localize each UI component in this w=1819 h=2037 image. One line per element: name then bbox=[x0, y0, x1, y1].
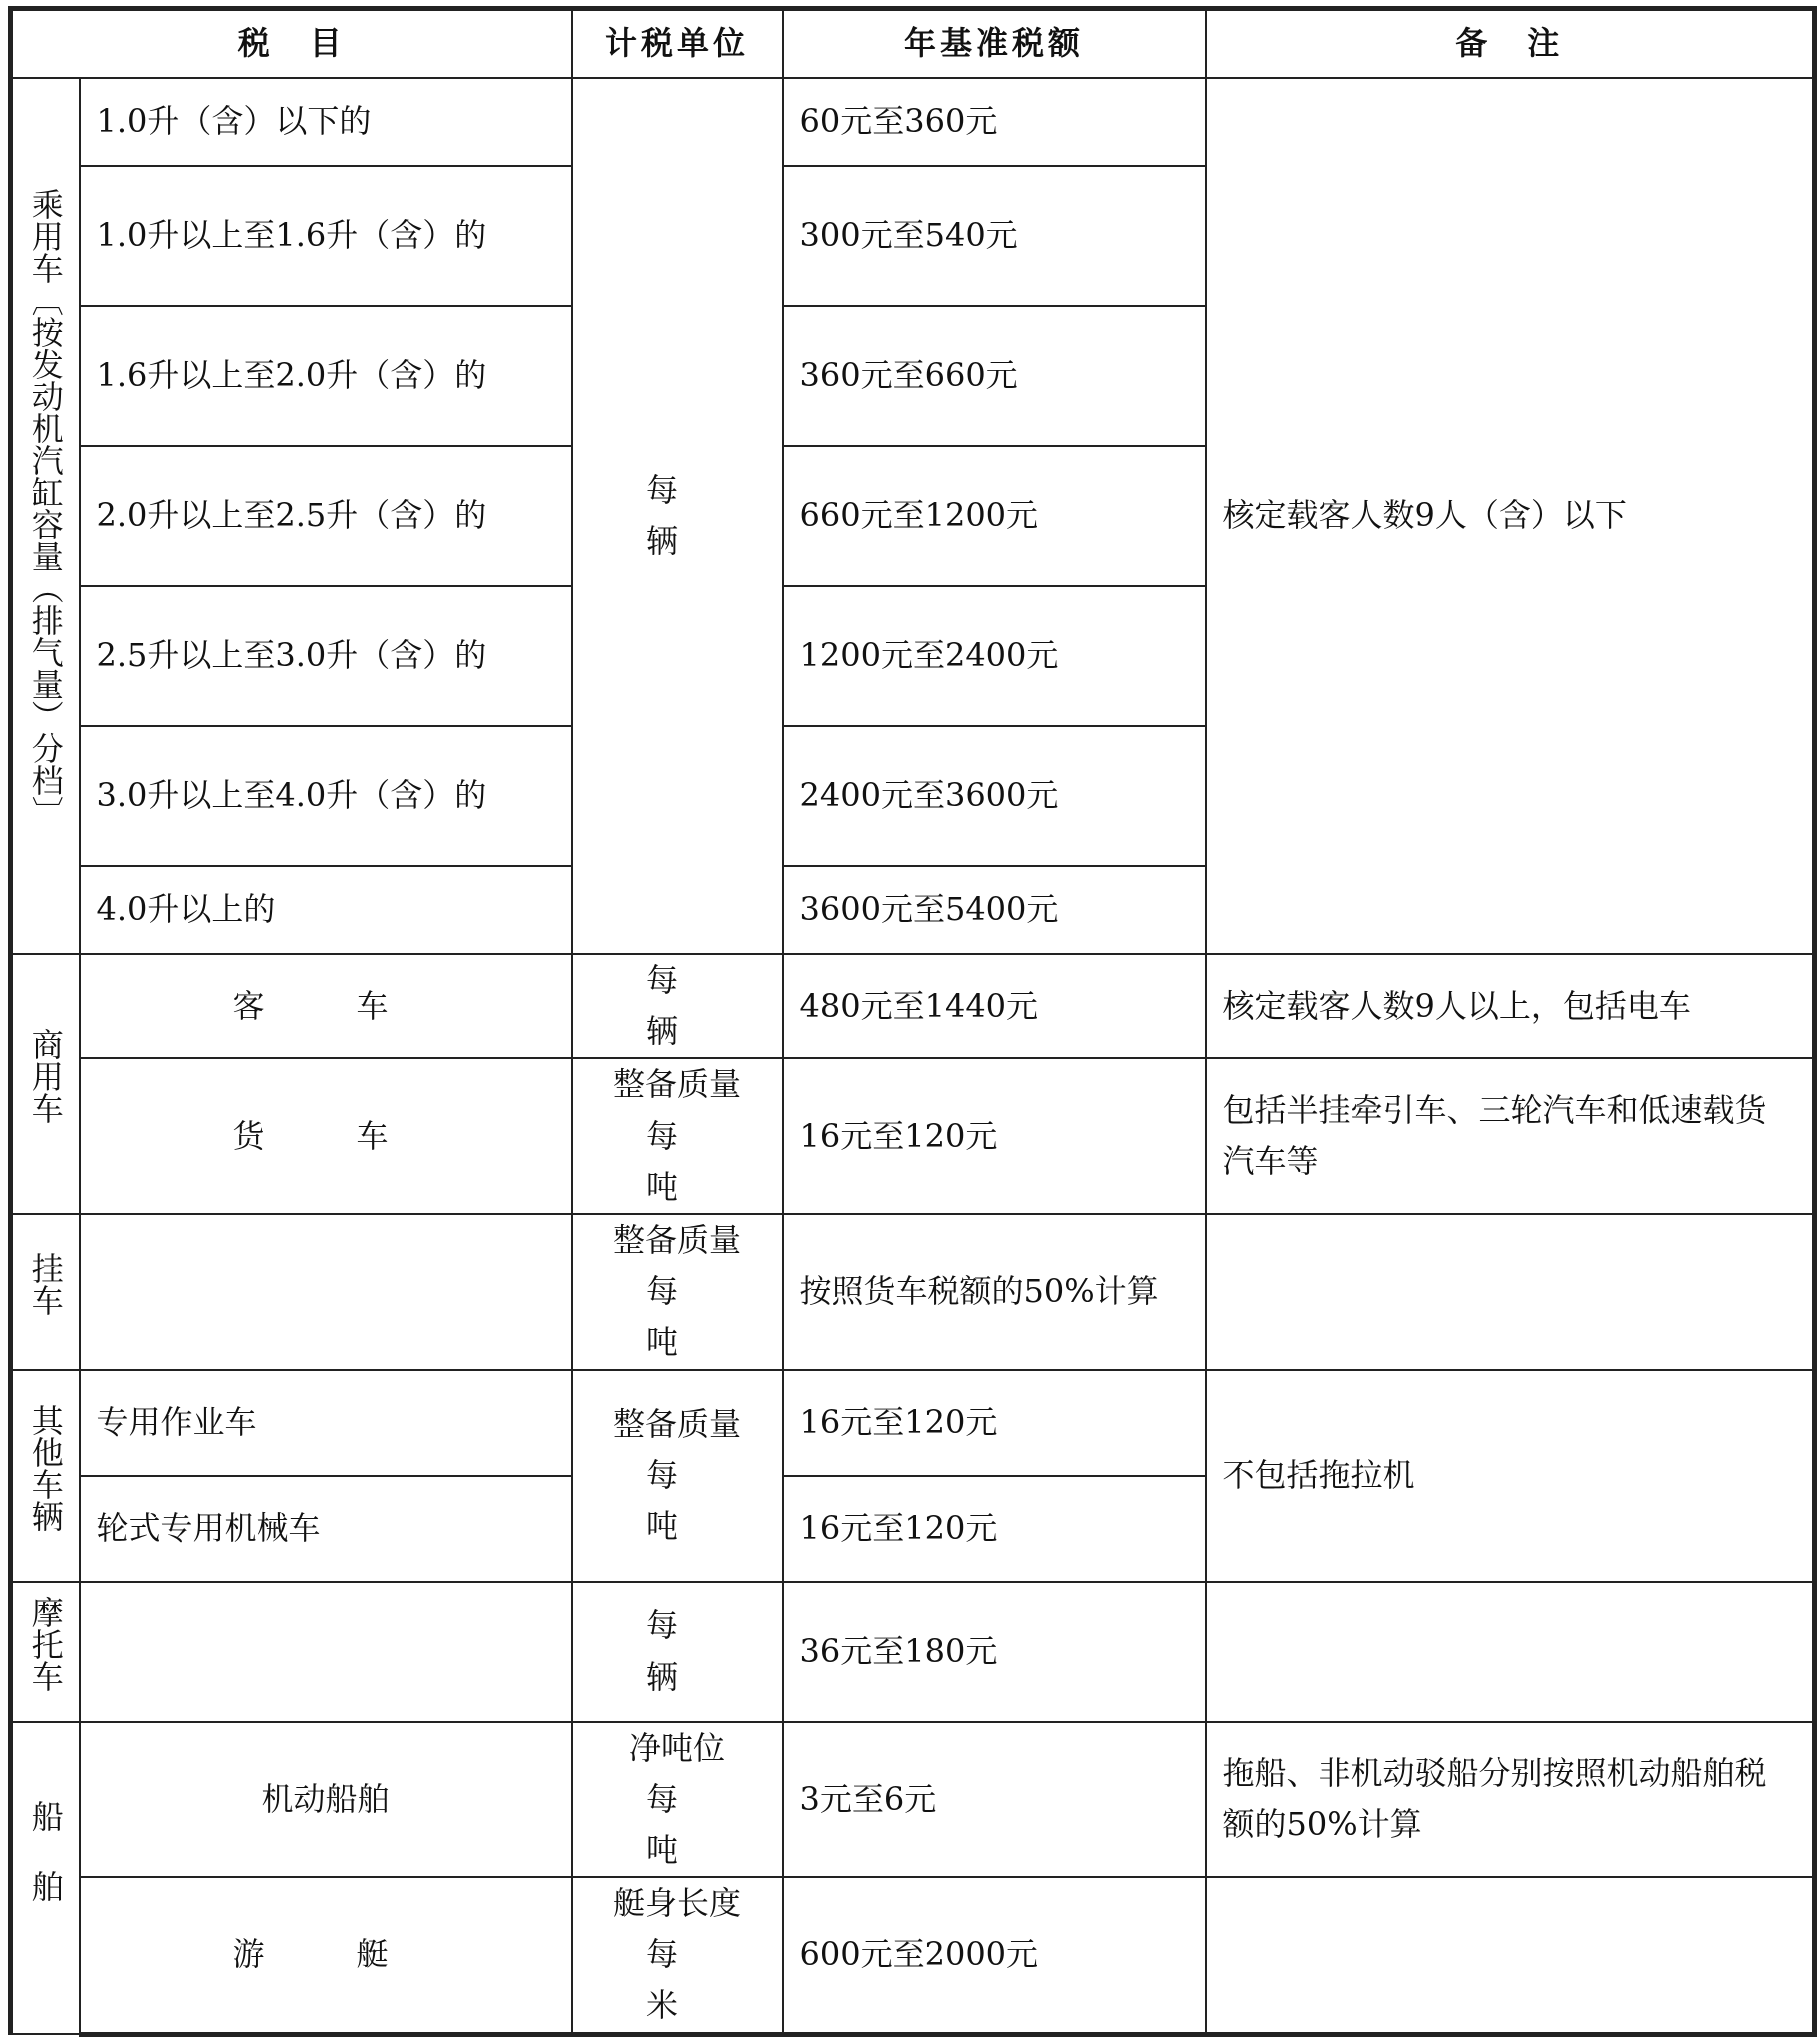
table-row bbox=[11, 1058, 1815, 1214]
item-cell bbox=[80, 1582, 572, 1722]
rate-cell: 16元至120元 bbox=[783, 1476, 1206, 1582]
category-trailer-label: 挂车 bbox=[26, 1252, 65, 1317]
item-cell: 专用作业车 bbox=[80, 1370, 572, 1476]
unit-line-1: 艇身长度 bbox=[613, 1884, 742, 1923]
header-rate: 年基准税额 bbox=[783, 9, 1206, 79]
unit-cell bbox=[572, 1877, 783, 2034]
rate-cell: 2400元至3600元 bbox=[783, 726, 1206, 866]
table-row bbox=[11, 954, 1815, 1058]
category-ship bbox=[11, 1722, 80, 2035]
category-passenger-label: 乘用车〔按发动机汽缸容量（排气量）分档〕 bbox=[26, 188, 65, 829]
item-cell: 2.0升以上至2.5升（含）的 bbox=[80, 446, 572, 586]
item-cell: 2.5升以上至3.0升（含）的 bbox=[80, 586, 572, 726]
note-cell: 核定载客人数9人（含）以下 bbox=[1206, 78, 1815, 954]
unit-cell bbox=[572, 1722, 783, 1878]
table-row bbox=[11, 1370, 1815, 1476]
note-cell bbox=[1206, 1214, 1815, 1370]
unit-line-2: 每 米 bbox=[646, 1935, 771, 2025]
header-note: 备 注 bbox=[1206, 9, 1815, 79]
unit-line-2: 每 吨 bbox=[646, 1455, 771, 1546]
table-row bbox=[11, 1877, 1815, 2034]
rate-cell: 1200元至2400元 bbox=[783, 586, 1206, 726]
table-row bbox=[11, 1214, 1815, 1370]
unit-label: 每 辆 bbox=[646, 470, 771, 560]
unit-cell bbox=[572, 1214, 783, 1370]
category-motorcycle bbox=[11, 1582, 80, 1722]
unit-cell bbox=[572, 954, 783, 1058]
rate-cell: 36元至180元 bbox=[783, 1582, 1206, 1722]
category-commercial bbox=[11, 954, 80, 1214]
unit-line-2: 每 吨 bbox=[646, 1779, 771, 1869]
rate-cell: 360元至660元 bbox=[783, 306, 1206, 446]
table-row bbox=[11, 78, 1815, 166]
category-motorcycle-label: 摩托车 bbox=[26, 1595, 65, 1692]
item-cell bbox=[80, 954, 572, 1058]
rate-cell: 16元至120元 bbox=[783, 1058, 1206, 1214]
item-cell: 1.0升（含）以下的 bbox=[80, 78, 572, 166]
header-item: 税 目 bbox=[11, 9, 572, 79]
unit-cell bbox=[572, 1582, 783, 1722]
rate-cell: 3元至6元 bbox=[783, 1722, 1206, 1878]
item-cell bbox=[80, 1058, 572, 1214]
unit-line-1: 净吨位 bbox=[629, 1728, 726, 1767]
vehicle-vessel-tax-table bbox=[8, 6, 1817, 2037]
item-cell bbox=[80, 1877, 572, 2034]
unit-label bbox=[589, 1878, 771, 2032]
category-trailer bbox=[11, 1214, 80, 1370]
item-cell: 3.0升以上至4.0升（含）的 bbox=[80, 726, 572, 866]
unit-line-1: 整备质量 bbox=[613, 1220, 742, 1259]
unit-line-1: 整备质量 bbox=[613, 1065, 742, 1104]
category-commercial-label: 商用车 bbox=[26, 1028, 65, 1125]
category-other-label: 其他车辆 bbox=[26, 1403, 65, 1532]
item-cell: 1.6升以上至2.0升（含）的 bbox=[80, 306, 572, 446]
rate-cell: 3600元至5400元 bbox=[783, 866, 1206, 954]
item-cell: 轮式专用机械车 bbox=[80, 1476, 572, 1582]
note-cell: 包括半挂牵引车、三轮汽车和低速载货汽车等 bbox=[1206, 1058, 1815, 1214]
item-cell: 1.0升以上至1.6升（含）的 bbox=[80, 166, 572, 306]
item-label: 游 艇 bbox=[232, 1935, 419, 1974]
unit-cell bbox=[572, 1058, 783, 1214]
rate-cell: 16元至120元 bbox=[783, 1370, 1206, 1476]
unit-cell bbox=[572, 1370, 783, 1582]
rate-cell: 660元至1200元 bbox=[783, 446, 1206, 586]
item-cell: 机动船舶 bbox=[80, 1722, 572, 1878]
note-cell: 核定载客人数9人以上，包括电车 bbox=[1206, 954, 1815, 1058]
unit-label: 每 辆 bbox=[646, 961, 771, 1051]
category-other bbox=[11, 1370, 80, 1582]
unit-line-2: 每 吨 bbox=[646, 1116, 771, 1206]
item-label: 客 车 bbox=[232, 986, 419, 1025]
table-row bbox=[11, 1582, 1815, 1722]
item-cell: 4.0升以上的 bbox=[80, 866, 572, 954]
rate-cell: 480元至1440元 bbox=[783, 954, 1206, 1058]
unit-label bbox=[589, 1215, 771, 1369]
unit-label bbox=[589, 1723, 771, 1877]
note-cell bbox=[1206, 1877, 1815, 2034]
category-passenger bbox=[11, 78, 80, 954]
item-cell bbox=[80, 1214, 572, 1370]
unit-label bbox=[589, 1059, 771, 1213]
note-cell: 不包括拖拉机 bbox=[1206, 1370, 1815, 1582]
rate-cell: 60元至360元 bbox=[783, 78, 1206, 166]
unit-line-1: 整备质量 bbox=[613, 1404, 742, 1443]
rate-cell: 600元至2000元 bbox=[783, 1877, 1206, 2034]
note-cell: 拖船、非机动驳船分别按照机动船舶税额的50%计算 bbox=[1206, 1722, 1815, 1878]
unit-line-2: 每 吨 bbox=[646, 1272, 771, 1362]
header-unit: 计税单位 bbox=[572, 9, 783, 79]
unit-label: 每 辆 bbox=[646, 1606, 771, 1696]
note-cell bbox=[1206, 1582, 1815, 1722]
item-label: 货 车 bbox=[232, 1116, 419, 1155]
category-ship-label: 船舶 bbox=[26, 1800, 65, 1941]
table-row bbox=[11, 1722, 1815, 1878]
rate-cell: 300元至540元 bbox=[783, 166, 1206, 306]
header-row bbox=[11, 9, 1815, 79]
unit-cell bbox=[572, 78, 783, 954]
rate-cell: 按照货车税额的50%计算 bbox=[783, 1214, 1206, 1370]
unit-label bbox=[589, 1399, 771, 1553]
